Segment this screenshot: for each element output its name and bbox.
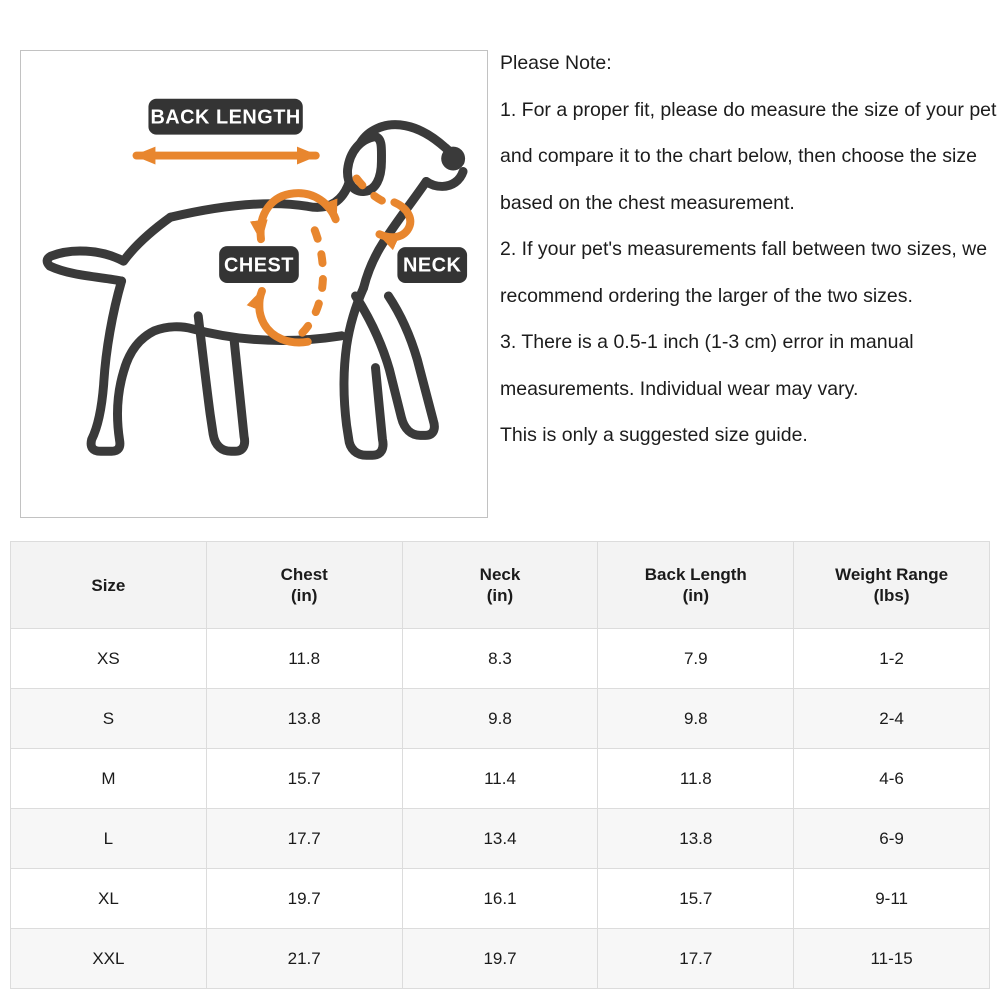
column-unit: (in) [290,586,318,605]
column-unit: (lbs) [873,586,910,605]
cell-neck: 8.3 [402,629,598,689]
cell-back-length: 11.8 [598,749,794,809]
cell-size: XL [11,869,207,929]
cell-size: L [11,809,207,869]
cell-size: S [11,689,207,749]
dog-nose [441,147,465,171]
table-row-xs [11,629,990,689]
note-paragraph-2: 2. If your pet's measurements fall between two sizes, we recommend ordering the larger of the two sizes. [500,238,988,307]
column-header-chest [206,542,402,629]
column-unit: (in) [682,586,709,605]
cell-neck: 16.1 [402,869,598,929]
cell-chest: 11.8 [206,629,402,689]
cell-chest: 19.7 [206,869,402,929]
header-row [11,542,990,629]
note-paragraph-3: 3. There is a 0.5-1 inch (1-3 cm) error in manual measurements. Individual wear may vary. [500,331,914,400]
dog-mouth-line [426,171,463,186]
size-chart-table [10,541,990,989]
cell-weight: 2-4 [794,689,990,749]
cell-size: XXL [11,929,207,989]
column-label: Back Length [644,565,747,584]
neck-label: NECK [403,254,462,277]
cell-back-length: 7.9 [598,629,794,689]
column-unit: (in) [486,586,514,605]
size-chart-header [11,542,990,629]
column-label: Weight Range [835,565,949,584]
column-label: Chest [280,565,328,584]
cell-chest: 21.7 [206,929,402,989]
table-row-l [11,809,990,869]
column-header-size [11,542,207,629]
column-label: Size [91,575,126,595]
table-row-xxl [11,929,990,989]
dog-tail [47,251,123,281]
table-row-s [11,689,990,749]
note-paragraph-4: This is only a suggested size guide. [500,424,808,446]
please-note-block [500,40,1000,459]
cell-size: M [11,749,207,809]
table-row-xl [11,869,990,929]
cell-chest: 17.7 [206,809,402,869]
cell-back-length: 9.8 [598,689,794,749]
chest-label: CHEST [223,254,294,277]
cell-weight: 1-2 [794,629,990,689]
column-header-neck [402,542,598,629]
please-note-title: Please Note: [500,52,612,74]
dog-measurement-diagram [20,50,488,518]
column-header-back-length [598,542,794,629]
column-label: Neck [479,565,521,584]
dog-front-leg-far [356,296,435,435]
table-row-m [11,749,990,809]
cell-weight: 11-15 [794,929,990,989]
cell-weight: 6-9 [794,809,990,869]
cell-back-length: 15.7 [598,869,794,929]
cell-chest: 15.7 [206,749,402,809]
dog-back-head-line [170,125,460,218]
back-length-label: BACK LENGTH [150,106,301,129]
cell-weight: 4-6 [794,749,990,809]
size-chart-body [11,629,990,989]
cell-neck: 13.4 [402,809,598,869]
cell-size: XS [11,629,207,689]
column-header-weight-range [794,542,990,629]
dog-figure-svg [21,51,487,517]
cell-weight: 9-11 [794,869,990,929]
cell-neck: 11.4 [402,749,598,809]
cell-back-length: 13.8 [598,809,794,869]
cell-neck: 9.8 [402,689,598,749]
cell-back-length: 17.7 [598,929,794,989]
cell-chest: 13.8 [206,689,402,749]
cell-neck: 19.7 [402,929,598,989]
chest-girth-dashed-line [297,230,323,338]
note-paragraph-1: 1. For a proper fit, please do measure the size of your pet and compare it to the chart below, then choose the size based on the chest measurement. [500,98,997,214]
dog-outline [47,125,463,456]
chest-girth-arc-arrow [261,193,336,239]
